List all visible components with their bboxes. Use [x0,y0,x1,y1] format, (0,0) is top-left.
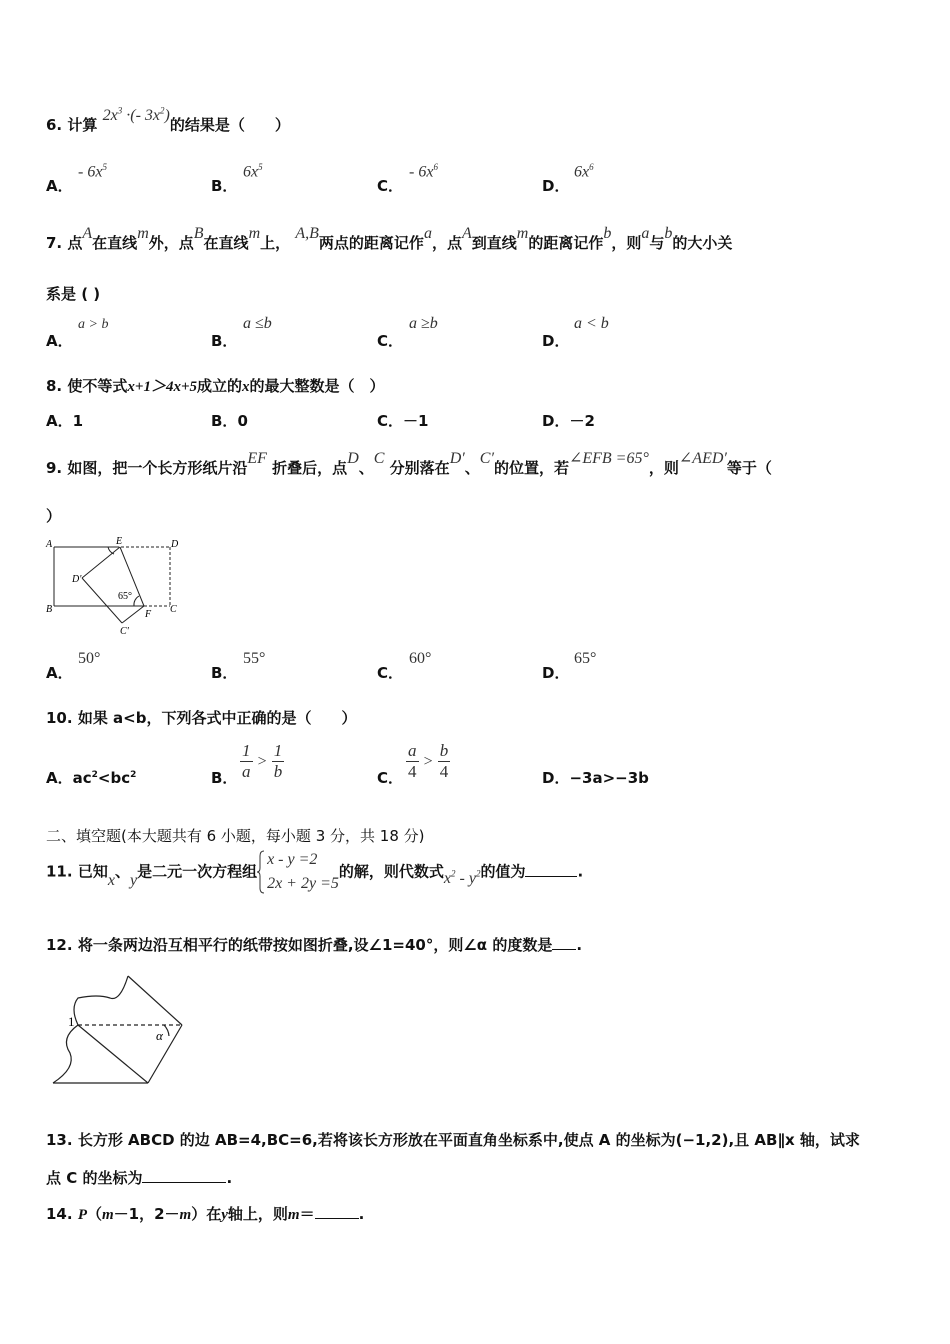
answer-blank[interactable] [525,862,577,877]
option-label: D． [542,332,570,350]
question-7: 7. 点A在直线m外，点B在直线m上， A,B两点的距离记作a，点A到直线m的距离记作b，则a与b的大小关 [46,225,733,252]
option-value: $6x^5$ [243,162,263,181]
question-7-line-2: 系是 ( ) [46,285,101,303]
question-6 [46,105,290,135]
option-label: D． [542,177,570,195]
question-text: 计算 [67,116,98,134]
option-d: D．−3a>−3b [542,769,649,787]
figure-label-E: E [116,536,123,547]
figure-label-D: D [171,539,179,550]
question-number: 9. [46,459,63,477]
option-label: A． [46,177,73,195]
option-label: A． [46,664,73,682]
option-label: D．－2 [542,412,595,430]
option-value: a > b [78,317,109,332]
section-title: 二、填空题(本大题共有 6 小题，每小题 3 分，共 18 分) [46,827,425,845]
option-label: B． [211,332,238,350]
option-a: A．$ac^2<bc^2$ [46,769,137,787]
folded-strip-figure [48,968,188,1088]
question-14: 14. P（m－1，2－m）在y轴上，则m＝ . [46,1205,365,1223]
math-expression: $x^2 - y^2$ [443,868,481,887]
question-9: 9. 如图，把一个长方形纸片沿EF 折叠后，点D、C 分别落在D′、C′的位置，若∠EFB =65°，则∠AED′等于（ [46,450,772,477]
option-value-fraction: $\frac{a}{4}$ > $\frac{b}{4}$ [408,741,449,781]
option-label: A． [46,332,73,350]
option-label: C． [377,664,404,682]
option-label: C．－1 [377,412,429,430]
question-13-line-2: 点 C 的坐标为 . [46,1169,233,1187]
question-number: 6. [46,116,63,134]
option-label: C． [377,769,404,787]
figure-angle-alpha-label: α [156,1028,163,1043]
figure-label-C-prime: C' [120,626,129,636]
option-value: a < b [574,315,609,332]
option-value: a ≤b [243,315,272,332]
option-value: 50° [78,650,101,667]
question-11: 11. 已知x、y是二元一次方程组 x - y =2 2x + 2y =5 的解，则代数式$x^2 - y^2$的值为 . [46,848,583,896]
option-label: B． [211,664,238,682]
option-value: a ≥b [409,315,438,332]
figure-label-D-prime: D' [72,574,82,585]
question-number: 10. [46,709,73,727]
figure-label-B: B [46,604,53,615]
answer-blank[interactable] [315,1204,359,1219]
option-label: D． [542,664,570,682]
option-label: C． [377,177,404,195]
option-value: 65° [574,650,597,667]
question-number: 13. [46,1131,73,1149]
option-value-fraction: $\frac{1}{a}$ > $\frac{1}{b}$ [242,741,283,781]
option-value: - $6x^6$ [409,162,438,181]
answer-blank[interactable] [142,1168,226,1183]
question-number: 14. [46,1205,73,1223]
question-9-line-2: ） [46,507,62,525]
answer-blank[interactable] [552,935,576,950]
option-value: $6x^6$ [574,162,594,181]
option-value: 55° [243,650,266,667]
option-label: C． [377,332,404,350]
option-label: B．0 [211,412,248,430]
question-number: 7. [46,234,63,252]
option-value: - $6x^5$ [78,162,107,181]
question-12: 12. 将一条两边沿互相平行的纸带按如图折叠,设∠1=40°，则∠α 的度数是 . [46,936,583,954]
math-expression: $2x^3$ ·(- $3x^2$) [102,105,170,124]
figure-label-A: A [46,539,53,550]
figure-angle-1-label: 1 [68,1014,75,1029]
option-label: B． [211,769,238,787]
fold-rectangle-figure [44,536,184,636]
option-label: B． [211,177,238,195]
question-13: 13. 长方形 ABCD 的边 AB=4,BC=6,若将该长方形放在平面直角坐标系中,使点 A 的坐标为(−1,2),且 AB∥x 轴，试求 [46,1131,860,1149]
figure-label-F: F [145,609,152,620]
question-text-tail: 的结果是（ ） [169,116,290,134]
equation-system: x - y =2 2x + 2y =5 [257,848,339,896]
figure-label-C: C [170,604,177,615]
question-number: 12. [46,936,73,954]
figure-angle-label: 65° [118,591,132,602]
option-label: A．1 [46,412,84,430]
question-8: 8. 使不等式x+1＞4x+5成立的x的最大整数是（ ） [46,377,385,395]
question-number: 8. [46,377,63,395]
option-value: 60° [409,650,432,667]
question-10: 10. 如果 a<b，下列各式中正确的是（ ） [46,709,357,727]
question-number: 11. [46,862,73,881]
